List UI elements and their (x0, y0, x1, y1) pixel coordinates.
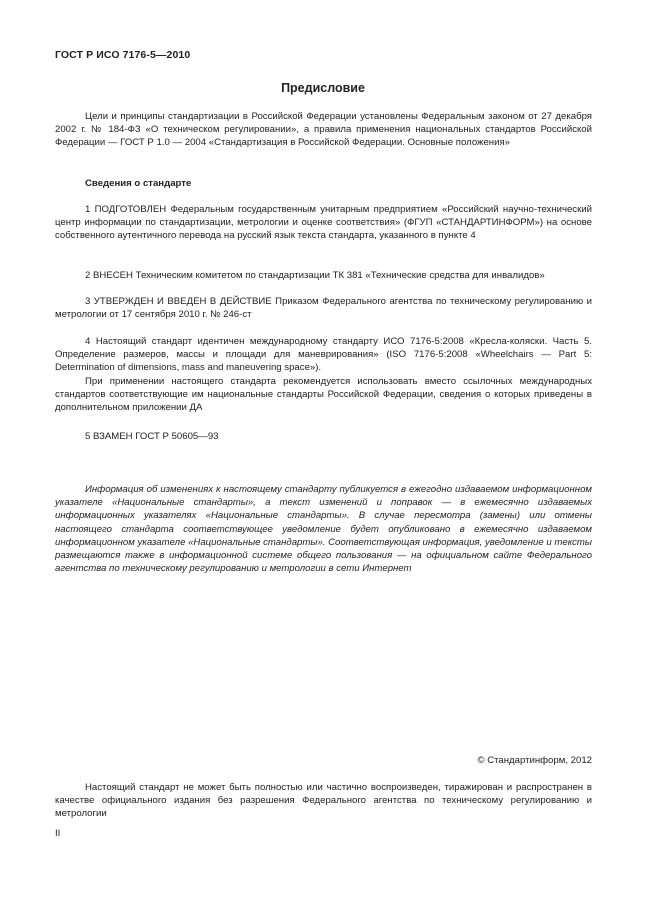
item-paragraph: При применении настоящего стандарта рекомендуется использовать вместо ссылочных международных стандартов соответствующие им национальные стандарты Российской Федерации, сведения о которых приведены в дополнительном приложении ДА (55, 375, 592, 414)
item-paragraph: 3 УТВЕРЖДЕН И ВВЕДЕН В ДЕЙСТВИЕ Приказом Федерального агентства по техническому регулированию и метрологии от 17 сентября 2010 г. № 246-ст (55, 296, 592, 321)
page-title: Предисловие (281, 81, 365, 95)
item-paragraph: 1 ПОДГОТОВЛЕН Федеральным государственным унитарным предприятием «Российский научно-технический центр информации по стандартизации, метрологии и оценке соответствия» (ФГУП «СТАНДАРТИНФОРМ») на основе собственного аутентичного перевода на русский язык текста стандарта, указанного в пункте 4 (55, 204, 592, 242)
page-number: II (55, 828, 61, 839)
reproduction-notice (55, 781, 592, 821)
copyright-line: © Стандартинформ, 2012 (477, 755, 592, 766)
item-paragraph: 5 ВЗАМЕН ГОСТ Р 50605—93 (85, 431, 219, 442)
item-1 (55, 203, 592, 243)
changes-notice (55, 483, 592, 575)
reproduction-paragraph: Настоящий стандарт не может быть полностью или частично воспроизведен, тиражирован и распространен в качестве официального издания без разрешения Федерального агентства по техническому регулированию и метрологии (55, 782, 592, 820)
info-heading: Сведения о стандарте (85, 178, 192, 189)
item-3 (55, 295, 592, 321)
item-paragraph: 4 Настоящий стандарт идентичен международному стандарту ИСО 7176-5:2008 «Кресла-коляски. Часть 5. Определение размеров, массы и площади для маневрирования» (ISO 7176-5:2008 «Wheelchairs — Part 5: Determination of dimensions, mass and maneuvering space»). (55, 336, 592, 374)
intro-section (55, 110, 592, 150)
standard-code: ГОСТ Р ИСО 7176-5—2010 (55, 49, 191, 61)
intro-paragraph: Цели и принципы стандартизации в Российской Федерации установлены Федеральным законом от 27 декабря 2002 г. № 184-ФЗ «О техническом регулировании», а правила применения национальных стандартов Российской Федерации — ГОСТ Р 1.0 — 2004 «Стандартизация в Российской Федерации. Основные положения» (55, 111, 592, 149)
item-2 (55, 269, 592, 282)
item-paragraph: 2 ВНЕСЕН Техническим комитетом по стандартизации ТК 381 «Технические средства для инвалидов» (85, 270, 545, 281)
item-4 (55, 335, 592, 414)
item-5 (55, 430, 592, 443)
notice-paragraph: Информация об изменениях к настоящему стандарту публикуется в ежегодно издаваемом информационном указателе «Национальные стандарты», а текст изменений и поправок — в ежемесячно издаваемых информационных указателях «Национальные стандарты». В случае пересмотра (замены) или отмены настоящего стандарта соответствующее уведомление будет опубликовано в ежемесячно издаваемом информационном указателе «Национальные стандарты». Соответствующая информация, уведомление и тексты размещаются также в информационной системе общего пользования — на официальном сайте Федерального агентства по техническому регулированию и метрологии в сети Интернет (55, 484, 592, 575)
info-heading-section (55, 177, 592, 190)
